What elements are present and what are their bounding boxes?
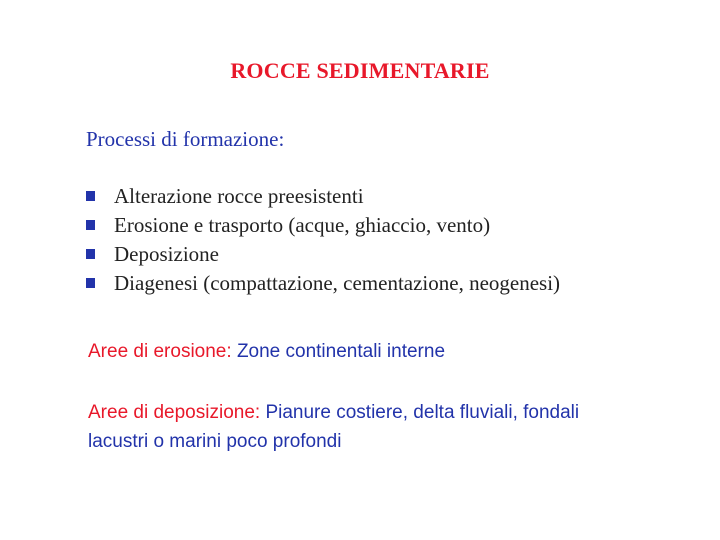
list-item-text: Erosione e trasporto (acque, ghiaccio, vento): [114, 213, 491, 237]
list-item-text: Deposizione: [114, 242, 219, 266]
list-item: [86, 182, 560, 211]
deposition-label: Aree di deposizione:: [88, 402, 261, 423]
square-bullet-icon: [86, 220, 95, 230]
list-item: [86, 240, 560, 269]
list-item-text: Diagenesi (compattazione, cementazione, neogenesi): [114, 271, 561, 295]
list-item-text: Alterazione rocce preesistenti: [114, 184, 364, 208]
list-item: [86, 211, 560, 240]
square-bullet-icon: [86, 278, 95, 288]
square-bullet-icon: [86, 249, 95, 259]
erosion-areas: [88, 341, 445, 363]
processes-list: [86, 182, 560, 298]
erosion-label: Aree di erosione:: [88, 341, 232, 362]
erosion-value: Zone continentali interne: [236, 341, 446, 362]
deposition-value-line1: Pianure costiere, delta fluviali, fondali: [265, 402, 580, 423]
slide-title: ROCCE SEDIMENTARIE: [230, 58, 490, 83]
square-bullet-icon: [86, 191, 95, 201]
list-item: [86, 269, 560, 298]
deposition-areas: [88, 398, 688, 456]
deposition-value-line2: lacustri o marini poco profondi: [88, 431, 342, 452]
processes-heading: Processi di formazione:: [86, 127, 285, 151]
